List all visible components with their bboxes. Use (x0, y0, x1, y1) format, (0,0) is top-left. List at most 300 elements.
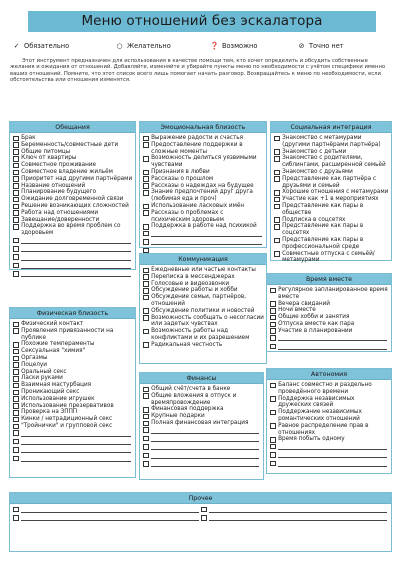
section-title: Коммуникация (140, 254, 266, 265)
question-circle-icon: ❓ (210, 42, 219, 50)
checklist-item (270, 287, 389, 301)
write-in-line[interactable] (21, 430, 131, 437)
checkbox[interactable] (274, 251, 280, 257)
checklist-item-label: Беременность/совместные дети (21, 141, 119, 148)
checkbox[interactable] (13, 349, 19, 355)
checklist-item (274, 189, 389, 196)
blank-item (13, 430, 133, 437)
checklist-item (13, 389, 133, 396)
page-title: Меню отношений без эскалатора (28, 11, 376, 32)
checklist-item (13, 355, 133, 362)
checklist-item-label: Проявления привязанности на публике (21, 327, 114, 341)
checklist-item (13, 321, 133, 328)
checklist-item-label: Завещание/доверенности (21, 216, 100, 223)
checklist-item-label: Знакомство с детьми (282, 148, 347, 155)
checklist-item-label: Использование ласковых имён (151, 202, 245, 209)
check-icon: ✓ (13, 42, 20, 50)
checkbox[interactable] (274, 197, 280, 203)
checklist-item-label: Совместное владение жильём (21, 168, 113, 175)
blank-item (143, 427, 261, 434)
section-together (266, 273, 392, 352)
section-title: Физическая близость (10, 308, 135, 319)
checkbox[interactable] (13, 254, 19, 260)
checkbox[interactable] (13, 224, 19, 230)
checklist-item-label: Ночи вместе (278, 307, 316, 314)
checklist-item (274, 169, 389, 176)
checklist-item (270, 314, 389, 321)
checklist-item (13, 375, 133, 382)
checklist-item (274, 155, 389, 169)
section-autonomy (266, 368, 392, 474)
checkbox[interactable] (143, 308, 149, 314)
section-title: Прочее (10, 493, 391, 504)
write-in-line[interactable] (209, 506, 387, 513)
checklist-item-label: Решение возникающих сложностей (21, 202, 129, 209)
section-title: Автономия (267, 369, 391, 380)
checkbox[interactable] (143, 414, 149, 420)
checkbox[interactable] (143, 288, 149, 294)
checkbox[interactable] (13, 156, 19, 162)
checklist-item (143, 287, 264, 294)
checkbox[interactable] (13, 424, 19, 430)
checklist-item (270, 321, 389, 328)
checkbox[interactable] (143, 210, 149, 216)
checklist-item (270, 396, 389, 410)
checkbox[interactable] (270, 437, 276, 443)
checklist-item (13, 203, 133, 210)
checklist-item-label: Рассказы о проблемах с психическим здоровьем (151, 209, 224, 223)
checkbox[interactable] (270, 444, 276, 450)
section-obshchie (9, 121, 136, 270)
section-title: Время вместе (267, 274, 391, 285)
checkbox[interactable] (270, 322, 276, 328)
write-in-line[interactable] (151, 427, 259, 434)
checklist-item-label: Возможность работы над конфликтами и их разрешением (151, 328, 250, 341)
checklist-item (13, 149, 133, 156)
write-in-line[interactable] (21, 254, 131, 261)
checklist-item (143, 135, 264, 142)
legend-label: Обязательно (24, 42, 70, 50)
checkbox[interactable] (143, 142, 149, 148)
checkbox[interactable] (143, 190, 149, 196)
checkbox[interactable] (13, 170, 19, 176)
section-finance (139, 372, 264, 480)
checkbox[interactable] (270, 423, 276, 429)
checkbox[interactable] (143, 170, 149, 176)
checklist-item (270, 301, 389, 308)
checklist-item-label: Общие питомцы (21, 148, 71, 155)
checklist-item-label: Представление как партнёра с друзьями и семьей (282, 175, 377, 189)
checkbox[interactable] (13, 430, 19, 436)
section-other (9, 492, 392, 552)
checklist-item-label: Ключ от квартиры (21, 155, 77, 162)
blank-item (13, 506, 201, 513)
checklist-item (13, 382, 133, 389)
checkbox[interactable] (143, 268, 149, 274)
checklist-item-label: Представление как пары в обществе (282, 202, 364, 216)
checkbox[interactable] (201, 515, 207, 521)
write-in-line[interactable] (151, 239, 262, 246)
checkbox[interactable] (270, 335, 276, 341)
checkbox[interactable] (13, 190, 19, 196)
blank-item (270, 452, 389, 459)
write-in-line[interactable] (278, 335, 387, 342)
write-in-line[interactable] (151, 452, 259, 459)
checklist-item (13, 135, 133, 142)
blank-item (143, 230, 264, 237)
checkbox[interactable] (143, 136, 149, 142)
write-in-line[interactable] (21, 514, 199, 521)
checkbox[interactable] (13, 396, 19, 402)
checklist-item (143, 308, 264, 315)
write-in-line[interactable] (151, 230, 262, 237)
checklist-item-label: Знание предпочтений друг друга (любимая еда и проч) (151, 189, 253, 203)
blank-item (143, 239, 264, 246)
checkbox[interactable] (143, 427, 149, 433)
checklist-item (143, 393, 261, 407)
checklist-item (13, 155, 133, 162)
write-in-line[interactable] (209, 514, 387, 521)
checklist-item (143, 210, 264, 224)
write-in-line[interactable] (21, 245, 131, 252)
checkbox[interactable] (13, 403, 19, 409)
checklist-item (274, 217, 389, 224)
checkbox[interactable] (274, 190, 280, 196)
checklist-item (270, 382, 389, 396)
checklist-item (274, 237, 389, 251)
checkbox[interactable] (143, 315, 149, 321)
checkbox[interactable] (143, 387, 149, 393)
checkbox[interactable] (270, 308, 276, 314)
section-items (140, 384, 263, 467)
section-items (10, 504, 391, 523)
checklist-item-label: Полная финансовая интеграция (151, 419, 249, 426)
checkbox[interactable] (270, 344, 276, 350)
section-items (140, 133, 266, 254)
checklist-item (143, 386, 261, 393)
section-emotional (139, 121, 267, 248)
blank-item (13, 455, 133, 462)
checkbox[interactable] (13, 204, 19, 210)
checkbox[interactable] (13, 356, 19, 362)
checkbox[interactable] (13, 183, 19, 189)
blank-item (143, 444, 261, 451)
checklist-item-label: Знакомство с метамурами (другими партнёрами партнёра) (282, 135, 381, 148)
checkbox[interactable] (13, 217, 19, 223)
intro-text: Этот инструмент предназначен для использования в качестве помощи тем, кто хочет определить и обсудить собственные желания и ожидания от отношений. Добавляйте, изменяйте и убирайте пункты меню по необходимости с учётом специфики именно ваших отношений. Помните, что этот список всего лишь помогает начать разговор. Возвращайтесь к меню по необходимости, если обстоятельства или отношения изменятся. (10, 58, 386, 84)
checklist-item (143, 342, 264, 349)
checklist-item (13, 348, 133, 355)
checkbox[interactable] (13, 142, 19, 148)
checklist-item (143, 142, 264, 156)
checklist-item (13, 169, 133, 176)
checklist-item-label: Регулярное запланированное время вместе (278, 287, 388, 300)
checkbox[interactable] (143, 393, 149, 399)
checklist-item-label: Радикальная честность (151, 341, 223, 348)
checkbox[interactable] (13, 176, 19, 182)
checklist-item-label: Поддержание независимых романтических отношений (278, 409, 362, 422)
checklist-item-label: Планирование будущего (21, 189, 97, 196)
checklist-item (13, 142, 133, 149)
checklist-item (13, 403, 133, 410)
checkbox[interactable] (143, 224, 149, 230)
checkbox[interactable] (143, 156, 149, 162)
checkbox[interactable] (143, 407, 149, 413)
write-in-line[interactable] (21, 447, 131, 454)
checkbox[interactable] (143, 453, 149, 459)
legend (0, 41, 400, 51)
checkbox[interactable] (270, 396, 276, 402)
checkbox[interactable] (13, 322, 19, 328)
checklist-item-label: Ласки руками (21, 375, 63, 382)
checkbox[interactable] (201, 507, 207, 513)
checkbox[interactable] (143, 176, 149, 182)
checkbox[interactable] (143, 231, 149, 237)
checkbox[interactable] (143, 295, 149, 301)
checklist-item-label: Физический контакт (21, 321, 84, 327)
checklist-item-label: Рассказы о прошлом (151, 175, 214, 182)
checklist-item-label: Обсуждение работы и хобби (151, 287, 238, 294)
checklist-item-label: Поцелуи (21, 361, 47, 368)
legend-label: Возможно (222, 42, 258, 50)
checkbox[interactable] (274, 156, 280, 162)
checkbox[interactable] (13, 238, 19, 244)
checkbox[interactable] (274, 204, 280, 210)
checklist-item-label: Знакомство с родителями, сиблингами, расширенной семьёй (282, 155, 386, 169)
section-items (140, 265, 266, 349)
write-in-line[interactable] (278, 343, 387, 350)
checklist-item (13, 176, 133, 183)
checklist-item-label: Обсуждение политики и новостей (151, 307, 255, 314)
section-items (267, 285, 391, 350)
checklist-item (274, 223, 389, 237)
checkbox[interactable] (13, 439, 19, 445)
checkbox[interactable] (13, 246, 19, 252)
blank-item (143, 460, 261, 467)
checkbox[interactable] (13, 383, 19, 389)
checkbox[interactable] (143, 421, 149, 427)
checkbox[interactable] (274, 176, 280, 182)
checklist-item-label: Обсуждение семьи, партнёров, отношений (151, 294, 247, 307)
checkbox[interactable] (13, 342, 19, 348)
checklist-item (143, 294, 264, 308)
checkbox[interactable] (274, 238, 280, 244)
blank-item (270, 460, 389, 467)
write-in-line[interactable] (278, 452, 387, 459)
checkbox[interactable] (13, 507, 19, 513)
section-items (10, 319, 135, 462)
checkbox[interactable] (274, 217, 280, 223)
checklist-item (13, 162, 133, 169)
checkbox[interactable] (270, 301, 276, 307)
checkbox[interactable] (13, 376, 19, 382)
checklist-item-label: Представление как пары в соцсетях (282, 223, 364, 237)
checklist-item (143, 274, 264, 281)
checklist-item-label: Совместные отпуска с семьёй/метамурами (282, 250, 375, 264)
checkbox[interactable] (143, 342, 149, 348)
checklist-item (143, 203, 264, 210)
checklist-item (143, 420, 261, 427)
blank-item (13, 237, 133, 244)
blank-item (143, 452, 261, 459)
blank-item (201, 514, 389, 521)
checklist-item (270, 436, 389, 443)
checklist-item (274, 196, 389, 203)
checklist-item (143, 176, 264, 183)
checkbox[interactable] (143, 183, 149, 189)
checklist-item-label: Ежедневные или частые контакты (151, 267, 256, 273)
checkbox[interactable] (13, 149, 19, 155)
checkbox[interactable] (13, 328, 19, 334)
checklist-item-label: Брак (21, 135, 36, 141)
write-in-line[interactable] (278, 443, 387, 450)
blank-item (13, 254, 133, 261)
legend-no (297, 41, 344, 51)
checkbox[interactable] (143, 444, 149, 450)
blank-item (270, 335, 389, 342)
checkbox[interactable] (13, 515, 19, 521)
legend-required (12, 41, 69, 51)
section-items (267, 380, 391, 467)
checkbox[interactable] (13, 271, 19, 277)
checklist-item-label: Подписка в соцсетях (282, 216, 346, 223)
checkbox[interactable] (270, 288, 276, 294)
checkbox[interactable] (143, 281, 149, 287)
checkbox[interactable] (143, 329, 149, 335)
checklist-item-label: Общие хобби и занятия (278, 314, 350, 321)
checkbox[interactable] (13, 210, 19, 216)
checkbox[interactable] (13, 456, 19, 462)
blank-item (270, 343, 389, 350)
checkbox[interactable] (270, 328, 276, 334)
checklist-item (143, 223, 264, 230)
blank-item (270, 443, 389, 450)
checklist-item (143, 413, 261, 420)
checklist-item-label: Возможность делиться уязвимыми чувствами (151, 155, 257, 169)
checklist-item-label: Оральный секс (21, 368, 67, 375)
write-in-line[interactable] (151, 435, 259, 442)
checkbox[interactable] (270, 461, 276, 467)
checkbox[interactable] (270, 383, 276, 389)
checklist-item-label: Финансовая поддержка (151, 406, 224, 413)
checklist-item-label: Переписка в мессенджерах (151, 273, 235, 280)
checkbox[interactable] (13, 197, 19, 203)
checkbox[interactable] (274, 149, 280, 155)
checklist-item-label: Вечера свиданий (278, 300, 330, 307)
checklist-item (13, 362, 133, 369)
checklist-item-label: Проникающий секс (21, 388, 80, 395)
write-in-line[interactable] (21, 271, 131, 278)
checklist-item (143, 189, 264, 203)
checkbox[interactable] (13, 390, 19, 396)
checklist-item-label: Поддержка во время проблем со здоровьем (21, 223, 121, 237)
checklist-item (143, 155, 264, 169)
checklist-item (270, 409, 389, 423)
checklist-item-label: Взаимная мастурбация (21, 382, 92, 389)
checklist-item (274, 176, 389, 190)
checkbox[interactable] (13, 263, 19, 269)
checklist-item-label: Ожидание долговременной связи (21, 196, 124, 203)
checklist-item-label: Время побыть одному (278, 436, 345, 443)
checklist-item (143, 281, 264, 288)
checkbox[interactable] (13, 447, 19, 453)
checkbox[interactable] (274, 136, 280, 142)
legend-label: Точно нет (309, 42, 344, 50)
checklist-item-label: Совместное проживание (21, 162, 97, 169)
blank-item (13, 271, 133, 278)
checklist-item (13, 369, 133, 376)
checklist-item-label: Голосовые и видеозвонки (151, 280, 230, 287)
checklist-item-label: Похожие темпераменты (21, 341, 95, 348)
checkbox[interactable] (13, 369, 19, 375)
write-in-line[interactable] (21, 237, 131, 244)
blank-item (13, 245, 133, 252)
checklist-item-label: Сексуальная "химия" (21, 348, 86, 355)
write-in-line[interactable] (21, 506, 199, 513)
checklist-item-label: Кинки / нетрадиционный секс (21, 416, 113, 423)
section-communication (139, 253, 267, 364)
write-in-line[interactable] (278, 460, 387, 467)
checkbox[interactable] (143, 436, 149, 442)
checkbox[interactable] (143, 204, 149, 210)
checklist-item (274, 149, 389, 156)
checklist-item (13, 217, 133, 224)
write-in-line[interactable] (21, 438, 131, 445)
checkbox[interactable] (274, 224, 280, 230)
checkbox[interactable] (143, 274, 149, 280)
checkbox[interactable] (13, 163, 19, 169)
checklist-item-label: Предоставление поддержки в сложные моменты (151, 141, 243, 155)
circle-dot-icon: ○ (116, 42, 123, 50)
checklist-item (143, 169, 264, 176)
write-in-line[interactable] (21, 455, 131, 462)
section-items (271, 133, 391, 264)
checkbox[interactable] (13, 362, 19, 368)
checkbox[interactable] (270, 452, 276, 458)
blank-item (143, 435, 261, 442)
legend-desirable (115, 41, 171, 51)
write-in-line[interactable] (21, 262, 131, 269)
checkbox[interactable] (13, 417, 19, 423)
checklist-item-label: Проверка на ЗППП (21, 409, 78, 416)
checkbox[interactable] (143, 461, 149, 467)
blank-item (201, 506, 389, 513)
checkbox[interactable] (13, 410, 19, 416)
checklist-item (270, 328, 389, 335)
checkbox[interactable] (270, 315, 276, 321)
blank-item (13, 262, 133, 269)
checklist-item (13, 416, 133, 423)
checklist-item (13, 328, 133, 342)
write-in-line[interactable] (151, 460, 259, 467)
checklist-item-label: Участие в планировании (278, 327, 353, 334)
checkbox[interactable] (274, 170, 280, 176)
checklist-item-label: Общий счёт/счета в банке (151, 386, 231, 392)
checklist-item (143, 267, 264, 274)
checklist-item-label: Хорошие отношения с метамурами (282, 189, 389, 196)
section-social (270, 121, 392, 264)
checkbox[interactable] (143, 239, 149, 245)
checklist-item (13, 210, 133, 217)
write-in-line[interactable] (151, 444, 259, 451)
section-title: Социальная интеграция (271, 122, 391, 133)
section-physical (9, 307, 136, 478)
checkbox[interactable] (13, 136, 19, 142)
checklist-item (274, 251, 389, 265)
checklist-item (13, 423, 133, 430)
checklist-item (13, 396, 133, 403)
checkbox[interactable] (270, 410, 276, 416)
